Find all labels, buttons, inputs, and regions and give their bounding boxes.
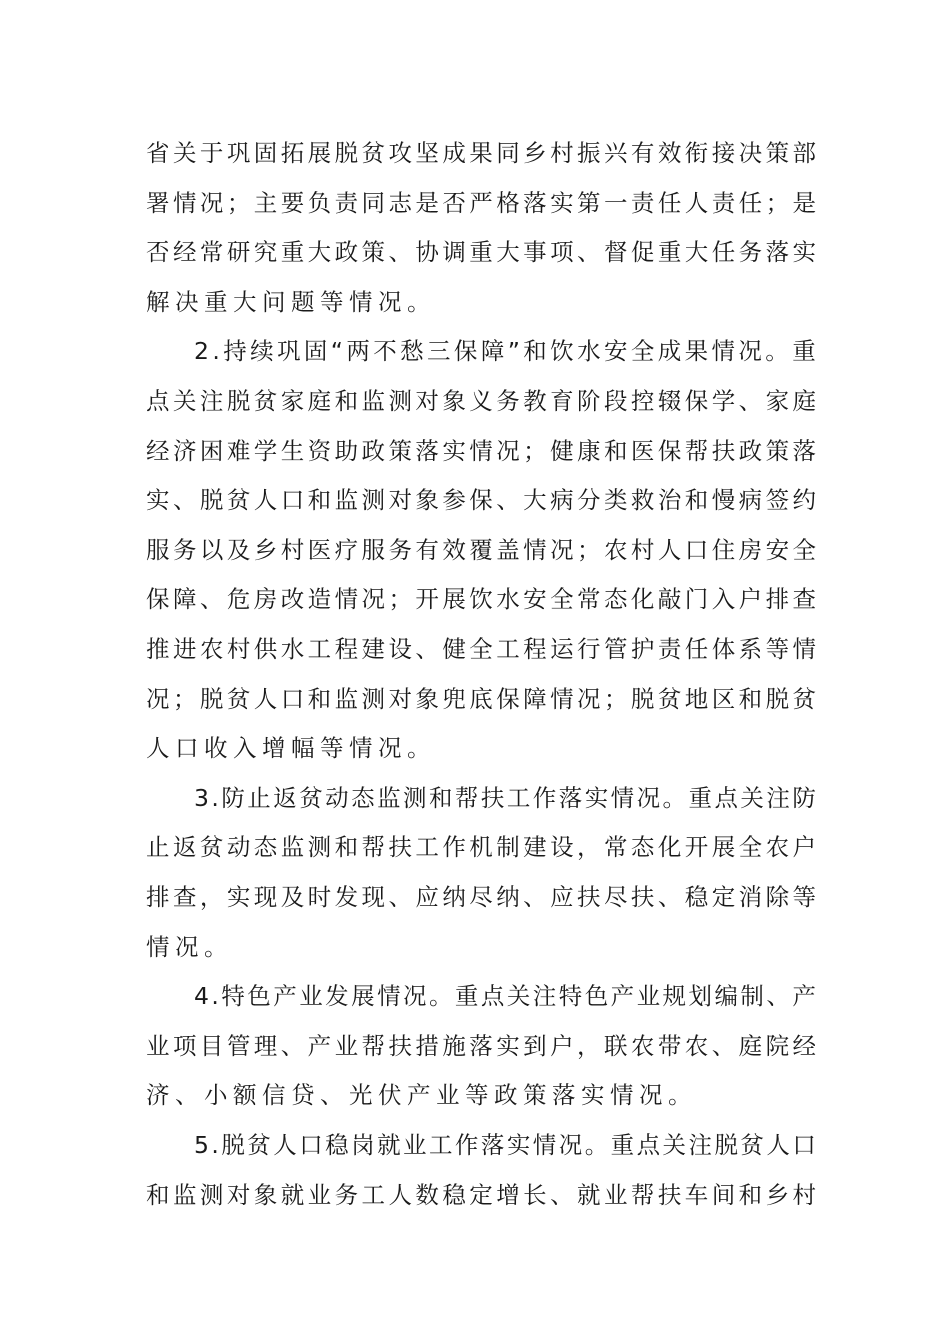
text-line: 否 经 常 研 究 重 大 政 策 、 协 调 重 大 事 项 、 督 促 重 大 任 务 落 实	[146, 238, 816, 267]
text-line: 业 项 目 管 理 、 产 业 帮 扶 措 施 落 实 到 户 ， 联 农 带 农 、 庭 院 经	[146, 1031, 816, 1060]
text-line: 和 监 测 对 象 就 业 务 工 人 数 稳 定 增 长 、 就 业 帮 扶 车 间 和 乡 村	[146, 1180, 816, 1209]
text-line: 署 情 况 ； 主 要 负 责 同 志 是 否 严 格 落 实 第 一 责 任 人 责 任 ； 是	[146, 188, 816, 217]
text-line: 解决重大问题等情况。	[146, 287, 436, 316]
text-line: 推 进 农 村 供 水 工 程 建 设 、 健 全 工 程 运 行 管 护 责 任 体 系 等 情	[146, 635, 816, 663]
text-line: 止 返 贫 动 态 监 测 和 帮 扶 工 作 机 制 建 设 ， 常 态 化 开 展 全 农 户	[146, 833, 816, 862]
text-line: 服 务 以 及 乡 村 医 疗 服 务 有 效 覆 盖 情 况 ； 农 村 人 口 住 房 安 全	[146, 535, 816, 564]
text-line: 情况。	[146, 932, 233, 961]
text-line: 经 济 困 难 学 生 资 助 政 策 落 实 情 况 ； 健 康 和 医 保 帮 扶 政 策 落	[146, 436, 816, 465]
text-line: 况 ； 脱 贫 人 口 和 监 测 对 象 兜 底 保 障 情 况 ； 脱 贫 地 区 和 脱 贫	[146, 684, 816, 713]
text-line: 济、小额信贷、光伏产业等政策落实情况。	[146, 1081, 697, 1110]
text-line: 5 . 脱 贫 人 口 稳 岗 就 业 工 作 落 实 情 况 。 重 点 关 注 脱 贫 人 口	[194, 1131, 816, 1159]
text-line: 排 查 ， 实 现 及 时 发 现 、 应 纳 尽 纳 、 应 扶 尽 扶 、 稳 定 消 除 等	[146, 883, 816, 911]
text-line: 省 关 于 巩 固 拓 展 脱 贫 攻 坚 成 果 同 乡 村 振 兴 有 效 衔 接 决 策 部	[146, 139, 816, 167]
text-line: 实 、 脱 贫 人 口 和 监 测 对 象 参 保 、 大 病 分 类 救 治 和 慢 病 签 约	[146, 486, 816, 515]
text-line: 3 . 防 止 返 贫 动 态 监 测 和 帮 扶 工 作 落 实 情 况 。 重 点 关 注 防	[194, 783, 816, 812]
text-line: 点 关 注 脱 贫 家 庭 和 监 测 对 象 义 务 教 育 阶 段 控 辍 保 学 、 家 庭	[146, 387, 816, 415]
text-line: 保 障 、 危 房 改 造 情 况 ； 开 展 饮 水 安 全 常 态 化 敲 门 入 户 排 查	[146, 585, 816, 614]
text-line: 人口收入增幅等情况。	[146, 734, 436, 763]
text-line: 4 . 特 色 产 业 发 展 情 况 。 重 点 关 注 特 色 产 业 规 划 编 制 、 产	[194, 982, 816, 1011]
text-line: 2 . 持 续 巩 固 “ 两 不 愁 三 保 障 ” 和 饮 水 安 全 成 果 情 况 。 重	[194, 337, 816, 366]
